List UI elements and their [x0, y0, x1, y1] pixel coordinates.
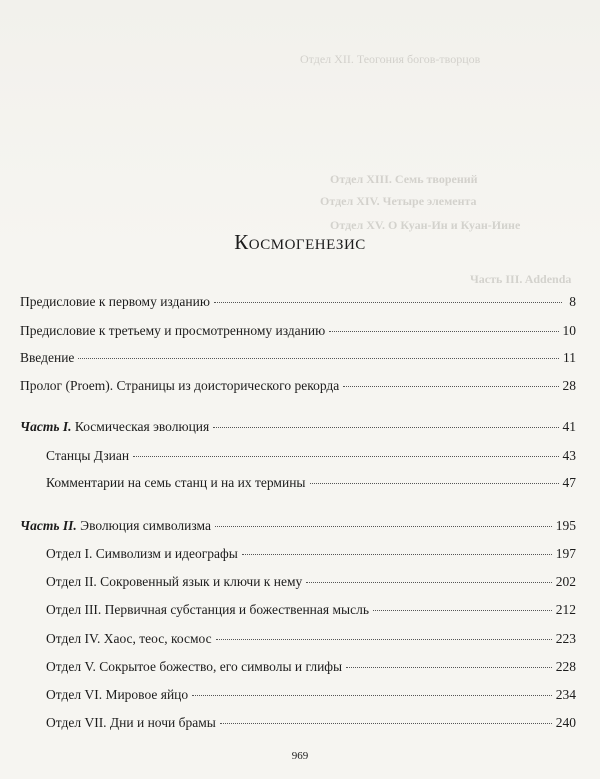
bleed-through-line: Часть III. Addenda — [470, 272, 572, 286]
toc-entry-label: Часть II. Эволюция символизма — [20, 518, 211, 533]
toc-entry-part[interactable] — [20, 518, 576, 534]
toc-entry-label: Отдел II. Сокровенный язык и ключи к нему — [46, 574, 303, 589]
toc-entry[interactable] — [46, 475, 576, 491]
dot-leader — [216, 639, 552, 640]
dot-leader — [213, 427, 558, 428]
part-number: Часть II. — [20, 518, 77, 533]
toc-page-number: 240 — [555, 715, 576, 730]
bleed-through-area — [0, 0, 600, 286]
dot-leader — [242, 554, 552, 555]
toc-entry[interactable] — [20, 323, 576, 339]
toc-page-number: 228 — [555, 659, 576, 674]
dot-leader — [215, 526, 552, 527]
toc-entry[interactable] — [46, 448, 576, 464]
toc-entry[interactable] — [46, 715, 576, 731]
part-number: Часть I. — [20, 419, 72, 434]
toc-entry[interactable] — [20, 294, 576, 310]
section-title: Космогенезис — [234, 230, 366, 254]
toc-entry[interactable] — [20, 378, 576, 394]
toc-entry[interactable] — [46, 687, 576, 703]
toc-entry-label: Отдел I. Символизм и идеографы — [46, 546, 238, 561]
bleed-through-line: Отдел XIV. Четыре элемента — [320, 194, 477, 208]
dot-leader — [214, 302, 562, 303]
toc-entry-label: Введение — [20, 350, 75, 365]
bleed-through-line: Отдел XIII. Семь творений — [330, 172, 478, 186]
toc-entry[interactable] — [46, 546, 576, 562]
dot-leader — [329, 331, 558, 332]
dot-leader — [192, 695, 552, 696]
toc-entry-label: Отдел V. Сокрытое божество, его символы и глифы — [46, 659, 343, 674]
toc-entry-label: Пролог (Proem). Страницы из доисторического рекорда — [20, 378, 340, 393]
toc-page-number: 11 — [563, 350, 576, 365]
dot-leader — [373, 610, 552, 611]
toc-page-number: 234 — [555, 687, 576, 702]
toc-entry-label: Комментарии на семь станц и на их термины — [46, 475, 306, 490]
toc-page-number: 8 — [569, 294, 576, 309]
toc-entry-label: Предисловие к первому изданию — [20, 294, 210, 309]
dot-leader — [343, 386, 558, 387]
toc-page-number: 28 — [562, 378, 576, 393]
toc-page-number: 212 — [555, 602, 576, 617]
toc-entry-part[interactable] — [20, 419, 576, 435]
dot-leader — [78, 358, 559, 359]
toc-page-number: 195 — [555, 518, 576, 533]
bleed-through-line: Отдел XII. Теогония богов-творцов — [300, 52, 481, 66]
toc-entry-label: Отдел VII. Дни и ночи брамы — [46, 715, 216, 730]
toc-entry-label: Отдел III. Первичная субстанция и божественная мысль — [46, 602, 369, 617]
toc-page-number: 202 — [555, 574, 576, 589]
toc-entry-label: Отдел IV. Хаос, теос, космос — [46, 631, 212, 646]
toc-entry[interactable] — [46, 659, 576, 675]
toc-page-number: 10 — [562, 323, 576, 338]
toc-page-number: 43 — [562, 448, 576, 463]
bleed-through-line: Отдел XV. О Куан-Ин и Куан-Иине — [330, 218, 521, 232]
dot-leader — [346, 667, 552, 668]
toc-page-number: 223 — [555, 631, 576, 646]
dot-leader — [133, 456, 558, 457]
toc-entry-label: Отдел VI. Мировое яйцо — [46, 687, 189, 702]
dot-leader — [310, 483, 559, 484]
toc-page-number: 197 — [555, 546, 576, 561]
toc-entry[interactable] — [46, 574, 576, 590]
dot-leader — [220, 723, 552, 724]
toc-page-number: 47 — [562, 475, 576, 490]
toc-entry[interactable] — [46, 631, 576, 647]
toc-entry[interactable] — [20, 350, 576, 366]
toc-page-number: 41 — [562, 419, 576, 434]
page-number: 969 — [291, 750, 309, 762]
toc-entry[interactable] — [46, 602, 576, 618]
toc-entry-label: Часть I. Космическая эволюция — [20, 419, 210, 434]
toc-entry-label: Предисловие к третьему и просмотренному изданию — [20, 323, 326, 338]
toc-entry-label: Станцы Дзиан — [46, 448, 130, 463]
dot-leader — [306, 582, 552, 583]
